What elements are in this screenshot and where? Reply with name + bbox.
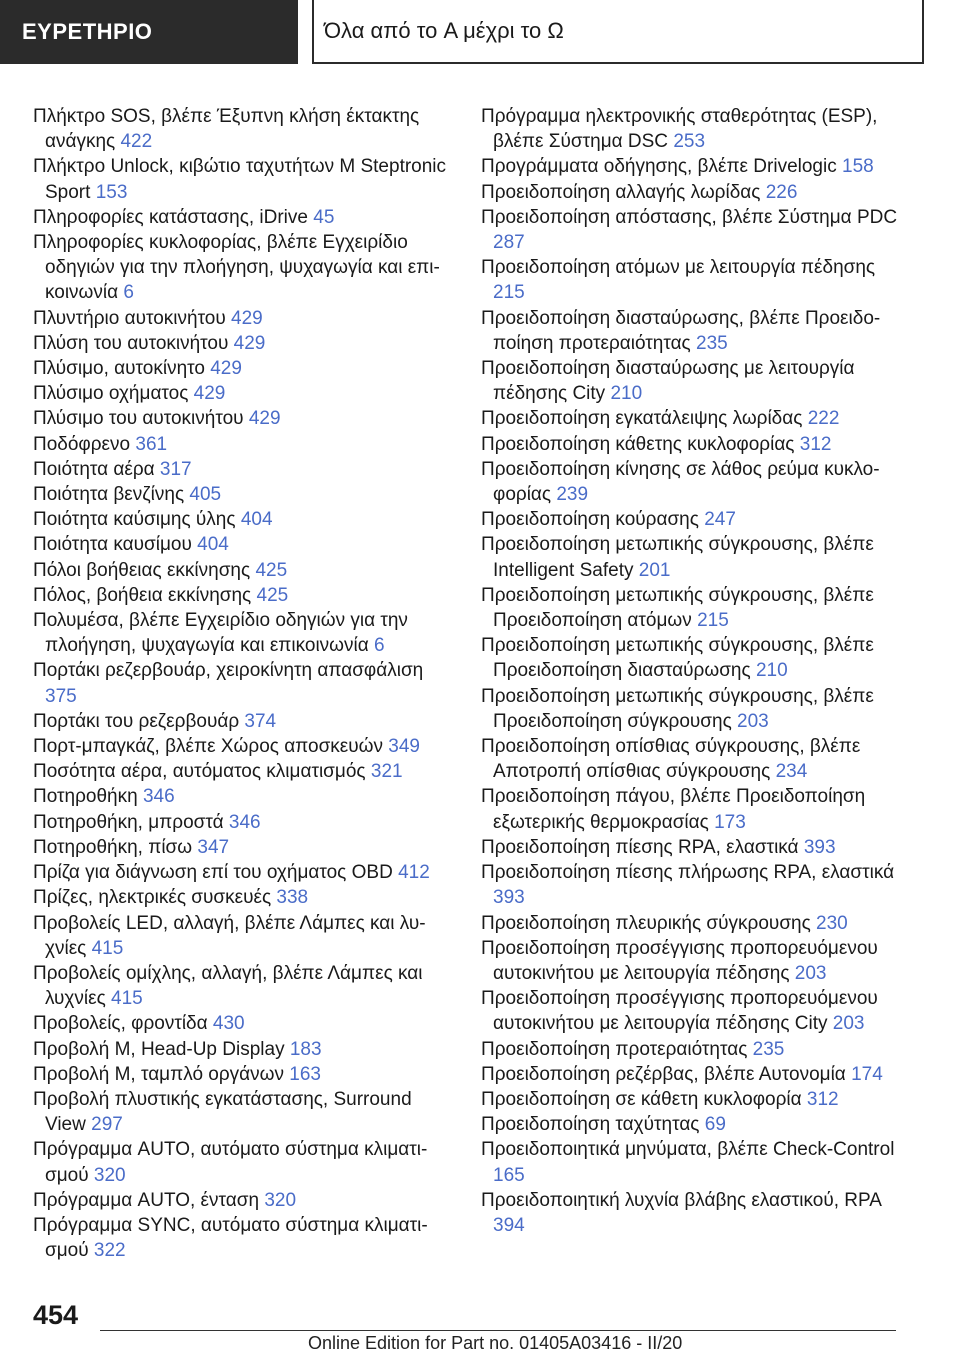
entry-text: Πλήκτρο Unlock, κιβώτιο ταχυτήτων M Steptronic Sport	[33, 156, 447, 203]
page-link[interactable]: 158	[842, 156, 874, 178]
entry-text: Πρόγραμμα AUTO, ένταση	[33, 1189, 260, 1211]
page-link[interactable]: 215	[493, 282, 525, 304]
index-entry	[481, 860, 901, 910]
entry-text: Προβολείς ομίχλης, αλλαγή, βλέπε Λάμπες και λυχνίες	[33, 962, 423, 1010]
page-link[interactable]: 183	[289, 1038, 322, 1060]
entry-text: Πρίζα για διάγνωση επί του οχήματος OBD	[33, 862, 393, 884]
page-link[interactable]: 235	[696, 332, 728, 354]
page-link[interactable]: 346	[142, 786, 175, 808]
index-entry	[33, 1062, 453, 1087]
index-entry	[33, 1037, 453, 1062]
entry-text: Πλύσιμο οχήματος	[33, 383, 189, 405]
page-header	[0, 0, 960, 66]
entry-text: Πληροφορίες κατάστασης, iDrive	[33, 206, 308, 228]
index-entry	[481, 507, 901, 532]
index-entry	[33, 154, 453, 204]
page-link[interactable]: 361	[135, 433, 168, 455]
index-entry	[481, 633, 901, 683]
entry-text: Πρίζες, ηλεκτρικές συσκευές	[33, 887, 272, 909]
entry-text: Προειδοποίηση πίεσης RPA, ελαστικά	[481, 836, 799, 858]
index-entry	[481, 1062, 901, 1087]
entry-text: Ποιότητα αέρα	[33, 458, 155, 480]
entry-text: Προειδοποίηση πλευρικής σύγκρουσης	[481, 912, 811, 934]
index-entry	[33, 558, 453, 583]
index-entry	[481, 154, 901, 179]
index-entry	[33, 205, 453, 230]
entry-text: Προειδοποίηση μετωπικής σύγκρουσης, βλέπε Intelligent Safety	[481, 534, 874, 581]
page-link[interactable]: 405	[189, 484, 222, 506]
page-link[interactable]: 425	[256, 584, 289, 606]
entry-text: Πληροφορίες κυκλοφορίας, βλέπε Εγχειρίδιο οδηγιών για την πλοήγηση, ψυχαγωγία και επικοινωνία	[33, 232, 440, 304]
entry-text: Προβολή πλυστικής εγκατάστασης, Surround View	[33, 1088, 412, 1136]
index-entry	[33, 784, 453, 809]
index-entry	[33, 230, 453, 306]
page-link[interactable]: 230	[816, 912, 848, 934]
page-link[interactable]: 412	[398, 862, 430, 884]
page-link[interactable]: 320	[93, 1164, 126, 1186]
entry-text: Πλυντήριο αυτοκινήτου	[33, 307, 226, 329]
index-entry	[481, 1087, 901, 1112]
page-link[interactable]: 6	[123, 282, 134, 304]
index-entry	[33, 608, 453, 658]
index-entry	[481, 1112, 901, 1137]
index-entry	[481, 255, 901, 305]
entry-text: Προειδοποίηση μετωπικής σύγκρουσης, βλέπε Προειδοποίηση σύγκρουσης	[481, 685, 874, 732]
page-link[interactable]: 415	[111, 988, 143, 1010]
entry-text: Προειδοποίηση πάγου, βλέπε Προειδοποίηση εξωτερικής θερμοκρασίας	[481, 786, 866, 833]
index-entry	[33, 532, 453, 557]
entry-text: Προειδοποιητική λυχνία βλάβης ελαστικού, RPA	[481, 1189, 881, 1211]
index-entry	[481, 457, 901, 507]
entry-text: Προειδοποίηση κίνησης σε λάθος ρεύμα κυκλοφορίας	[481, 458, 880, 506]
page-link[interactable]: 45	[313, 206, 335, 228]
index-entry	[33, 406, 453, 431]
index-entry	[33, 381, 453, 406]
entry-text: Προειδοποίηση προτεραιότητας	[481, 1038, 748, 1060]
footer-divider	[100, 1330, 896, 1331]
index-entry	[481, 306, 901, 356]
page-link[interactable]: 338	[276, 887, 309, 909]
index-entry	[33, 1011, 453, 1036]
entry-text: Προειδοποίηση εγκατάλειψης λωρίδας	[481, 408, 803, 430]
index-entry	[481, 432, 901, 457]
entry-text: Προβολείς, φροντίδα	[33, 1013, 208, 1035]
index-entry	[33, 835, 453, 860]
index-entry	[33, 356, 453, 381]
entry-text: Πολυμέσα, βλέπε Εγχειρίδιο οδηγιών για την πλοήγηση, ψυχαγωγία και επικοινωνία	[33, 610, 408, 657]
page-link[interactable]: 153	[95, 181, 128, 203]
index-entry	[33, 709, 453, 734]
index-entry	[481, 734, 901, 784]
index-entry	[481, 583, 901, 633]
page-link[interactable]: 429	[210, 358, 242, 380]
index-entry	[481, 1188, 901, 1238]
page-link[interactable]: 393	[803, 836, 836, 858]
page-link[interactable]: 321	[370, 761, 403, 783]
index-entry	[481, 406, 901, 431]
page-link[interactable]: 312	[806, 1088, 839, 1110]
entry-text: Πορτάκι ρεζερβουάρ, χειροκίνητη απασφάλιση	[33, 660, 424, 682]
page-link[interactable]: 234	[775, 761, 808, 783]
entry-text: Προειδοποίηση κάθετης κυκλοφορίας	[481, 433, 795, 455]
page-number: 454	[33, 1300, 79, 1330]
page-link[interactable]: 174	[851, 1063, 883, 1085]
index-entry	[481, 532, 901, 582]
page-link[interactable]: 347	[197, 836, 230, 858]
entry-text: Ποσότητα αέρα, αυτόματος κλιματισμός	[33, 761, 366, 783]
entry-text: Προειδοποιητικά μηνύματα, βλέπε Check-Control	[481, 1139, 895, 1161]
entry-text: Προειδοποίηση σε κάθετη κυκλοφορία	[481, 1088, 802, 1110]
entry-text: Ποτηροθήκη	[33, 786, 138, 808]
page-link[interactable]: 425	[255, 559, 288, 581]
entry-text: Ποιότητα καυσίμου	[33, 534, 192, 556]
entry-text: Πλύσιμο του αυτοκινήτου	[33, 408, 244, 430]
entry-text: Πορτ-μπαγκάζ, βλέπε Χώρος αποσκευών	[33, 736, 384, 758]
entry-text: Πορτάκι του ρεζερβουάρ	[33, 710, 240, 732]
page-link[interactable]: 165	[493, 1164, 525, 1186]
entry-text: Προειδοποίηση διασταύρωσης με λειτουργία πέδησης City	[481, 358, 855, 405]
page-link[interactable]: 429	[233, 332, 266, 354]
page-link[interactable]: 393	[493, 887, 525, 909]
index-column-right	[481, 104, 901, 1238]
page-link[interactable]: 429	[248, 408, 281, 430]
entry-text: Ποτηροθήκη, πίσω	[33, 836, 193, 858]
page-link[interactable]: 253	[673, 131, 706, 153]
entry-text: Προειδοποίηση διασταύρωσης, βλέπε Προειδοποίηση προτεραιότητας	[481, 307, 881, 354]
index-entry	[33, 331, 453, 356]
page-link[interactable]: 312	[799, 433, 832, 455]
page-link[interactable]: 349	[388, 736, 420, 758]
entry-text: Προειδοποίηση ταχύτητας	[481, 1114, 700, 1136]
page-link[interactable]: 430	[212, 1013, 245, 1035]
index-entry	[33, 306, 453, 331]
entry-text: Πλήκτρο SOS, βλέπε Έξυπνη κλήση έκτακτης ανάγκης	[33, 106, 420, 153]
index-entry	[33, 1137, 453, 1187]
index-entry	[33, 1213, 453, 1263]
index-entry	[33, 961, 453, 1011]
index-entry	[481, 180, 901, 205]
page-link[interactable]: 422	[120, 131, 153, 153]
entry-text: Πόλοι βοήθειας εκκίνησης	[33, 559, 251, 581]
page-link[interactable]: 247	[704, 509, 736, 531]
index-entry	[33, 507, 453, 532]
index-entry	[481, 356, 901, 406]
entry-text: Προειδοποίηση αλλαγής λωρίδας	[481, 181, 761, 203]
index-entry	[481, 835, 901, 860]
entry-text: Πλύση του αυτοκινήτου	[33, 332, 229, 354]
page-link[interactable]: 203	[737, 710, 769, 732]
entry-text: Προειδοποίηση οπίσθιας σύγκρουσης, βλέπε Αποτροπή οπίσθιας σύγκρουσης	[481, 736, 861, 783]
page-link[interactable]: 346	[228, 811, 261, 833]
index-entry	[481, 205, 901, 255]
page-link[interactable]: 322	[93, 1240, 126, 1262]
page-link[interactable]: 226	[765, 181, 798, 203]
page-link[interactable]: 201	[638, 559, 671, 581]
entry-text: Προειδοποίηση μετωπικής σύγκρουσης, βλέπε Προειδοποίηση διασταύρωσης	[481, 635, 874, 682]
index-entry	[33, 658, 453, 708]
page-link[interactable]: 239	[556, 484, 589, 506]
entry-text: Προγράμματα οδήγησης, βλέπε Drivelogic	[481, 156, 837, 178]
entry-text: Ποδόφρενο	[33, 433, 131, 455]
page-link[interactable]: 173	[714, 811, 746, 833]
index-entry	[33, 583, 453, 608]
page-link[interactable]: 317	[159, 458, 192, 480]
page-link[interactable]: 6	[374, 635, 385, 657]
page-link[interactable]: 287	[493, 232, 525, 254]
page-link[interactable]: 394	[493, 1214, 525, 1236]
index-entry	[33, 860, 453, 885]
entry-text: Πρόγραμμα AUTO, αυτόματο σύστημα κλιματισμού	[33, 1139, 428, 1186]
page-link[interactable]: 235	[752, 1038, 785, 1060]
page-link[interactable]: 429	[193, 383, 226, 405]
entry-text: Προβολή M, ταμπλό οργάνων	[33, 1063, 284, 1085]
entry-text: Προειδοποίηση προσέγγισης προπορευόμενου αυτοκινήτου με λειτουργία πέδησης City	[481, 988, 878, 1035]
index-entry	[33, 482, 453, 507]
index-entry	[33, 885, 453, 910]
page-link[interactable]: 429	[231, 307, 263, 329]
index-entry	[481, 684, 901, 734]
entry-text: Προειδοποίηση ρεζέρβας, βλέπε Αυτονομία	[481, 1063, 846, 1085]
entry-text: Προβολείς LED, αλλαγή, βλέπε Λάμπες και λυχνίες	[33, 912, 426, 959]
index-entry	[33, 432, 453, 457]
index-entry	[33, 759, 453, 784]
entry-text: Προειδοποίηση απόστασης, βλέπε Σύστημα PDC	[481, 206, 898, 228]
index-column-left	[33, 104, 453, 1263]
entry-text: Προβολή M, Head-Up Display	[33, 1038, 285, 1060]
page-link[interactable]: 374	[244, 710, 277, 732]
index-entry	[481, 1137, 901, 1187]
page-link[interactable]: 210	[755, 660, 788, 682]
entry-text: Προειδοποίηση κούρασης	[481, 509, 699, 531]
page-link[interactable]: 320	[264, 1189, 297, 1211]
entry-text: Προειδοποίηση προσέγγισης προπορευόμενου αυτοκινήτου με λειτουργία πέδησης	[481, 937, 878, 984]
entry-text: Πόλος, βοήθεια εκκίνησης	[33, 584, 252, 606]
index-entry	[481, 104, 901, 154]
index-entry	[481, 784, 901, 834]
entry-text: Ποιότητα καύσιμης ύλης	[33, 509, 236, 531]
index-entry	[481, 936, 901, 986]
entry-text: Ποιότητα βενζίνης	[33, 484, 185, 506]
page-link[interactable]: 375	[45, 685, 77, 707]
page-link[interactable]: 203	[794, 962, 827, 984]
edition-footer: Online Edition for Part no. 01405A03416 - II/20	[308, 1333, 683, 1353]
index-entry	[33, 457, 453, 482]
entry-text: Πρόγραμμα ηλεκτρονικής σταθερότητας (ESP), βλέπε Σύστημα DSC	[481, 106, 878, 153]
entry-text: Ποτηροθήκη, μπροστά	[33, 811, 224, 833]
entry-text: Προειδοποίηση μετωπικής σύγκρουσης, βλέπε Προειδοποίηση ατόμων	[481, 584, 874, 632]
index-entry	[481, 1037, 901, 1062]
index-entry	[481, 911, 901, 936]
page-link[interactable]: 210	[610, 383, 643, 405]
index-entry	[33, 911, 453, 961]
entry-text: Πλύσιμο, αυτοκίνητο	[33, 358, 205, 380]
index-entry	[33, 734, 453, 759]
page-link[interactable]: 404	[240, 509, 273, 531]
tab-a-to-z[interactable]: Όλα από το A μέχρι το Ω	[312, 0, 924, 64]
page-link[interactable]: 203	[832, 1013, 865, 1035]
tab-index[interactable]: ΕΥΡΕΤΗΡΙΟ	[0, 0, 298, 64]
index-entry	[33, 810, 453, 835]
index-entry	[481, 986, 901, 1036]
index-entry	[33, 104, 453, 154]
page-link[interactable]: 215	[697, 610, 729, 632]
page-link[interactable]: 163	[289, 1063, 321, 1085]
index-entry	[33, 1087, 453, 1137]
page-link[interactable]: 222	[807, 408, 840, 430]
page-link[interactable]: 415	[91, 937, 124, 959]
page-link[interactable]: 69	[704, 1114, 726, 1136]
page-link[interactable]: 297	[91, 1114, 123, 1136]
page-link[interactable]: 404	[197, 534, 229, 556]
entry-text: Προειδοποίηση ατόμων με λειτουργία πέδησης	[481, 257, 876, 279]
entry-text: Πρόγραμμα SYNC, αυτόματο σύστημα κλιματισμού	[33, 1214, 428, 1262]
entry-text: Προειδοποίηση πίεσης πλήρωσης RPA, ελαστικά	[481, 862, 895, 884]
index-entry	[33, 1188, 453, 1213]
